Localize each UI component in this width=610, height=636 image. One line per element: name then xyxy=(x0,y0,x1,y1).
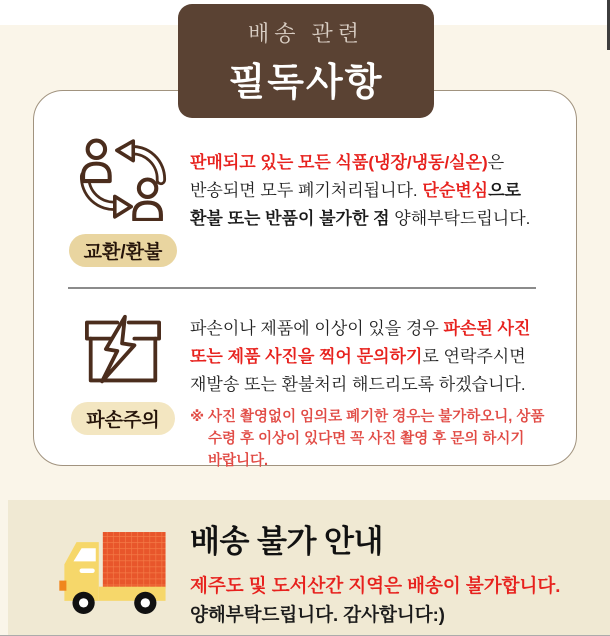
text-segment-red: 판매되고 있는 모든 식품(냉장/냉동/실온) xyxy=(190,153,488,172)
damage-warning-paragraph xyxy=(190,315,550,399)
headline-title: 필독사항 xyxy=(228,61,384,104)
headline-box xyxy=(178,4,434,118)
delivery-truck-icon xyxy=(48,530,188,621)
headline-subtitle: 배송 관련 xyxy=(247,20,365,46)
note-mark: ※ xyxy=(190,409,205,425)
note-text: 사진 촬영없이 임의로 폐기한 경우는 불가하오니, 상품 수령 후 이상이 있다면 꼭 사진 촬영 후 문의 하시기 바랍니다. xyxy=(208,409,545,469)
shipping-restriction-title: 배송 불가 안내 xyxy=(190,524,383,559)
exchange-icon xyxy=(71,137,175,226)
broken-box-icon xyxy=(75,313,171,394)
shipping-restriction-text xyxy=(190,516,560,627)
exchange-icon-column xyxy=(56,137,190,267)
section-damage-warning xyxy=(56,313,550,472)
text-segment-bold: 으로 환불 또는 반품이 불가한 점 xyxy=(190,181,521,228)
text-segment-red: 단순변심 xyxy=(422,181,489,200)
section-divider xyxy=(68,287,536,289)
damage-warning-text xyxy=(190,313,550,472)
text-segment: 은 반송되면 모두 폐기처리됩니다. xyxy=(190,153,505,200)
section-exchange-refund xyxy=(56,137,550,267)
exchange-refund-text xyxy=(190,137,550,233)
damage-warning-badge: 파손주의 xyxy=(71,402,174,435)
notice-card xyxy=(33,90,577,469)
text-segment: 양해부탁드립니다. xyxy=(394,209,531,228)
exchange-refund-badge: 교환/환불 xyxy=(69,234,178,267)
thanks-line: 양해부탁드립니다. 감사합니다:) xyxy=(190,604,445,625)
text-segment-red: 파손된 사진 또는 제품 사진을 찍어 문의하기 xyxy=(190,319,531,366)
text-segment: 로 연락주시면 재발송 또는 환불처리 해드리도록 하겠습니다. xyxy=(190,347,526,394)
jeju-island-notice: 제주도 및 도서산간 지역은 배송이 불가합니다. xyxy=(190,575,561,596)
text-segment: 파손이나 제품에 이상이 있을 경우 xyxy=(190,319,444,338)
photo-required-note xyxy=(190,406,550,472)
damage-icon-column xyxy=(56,313,190,435)
